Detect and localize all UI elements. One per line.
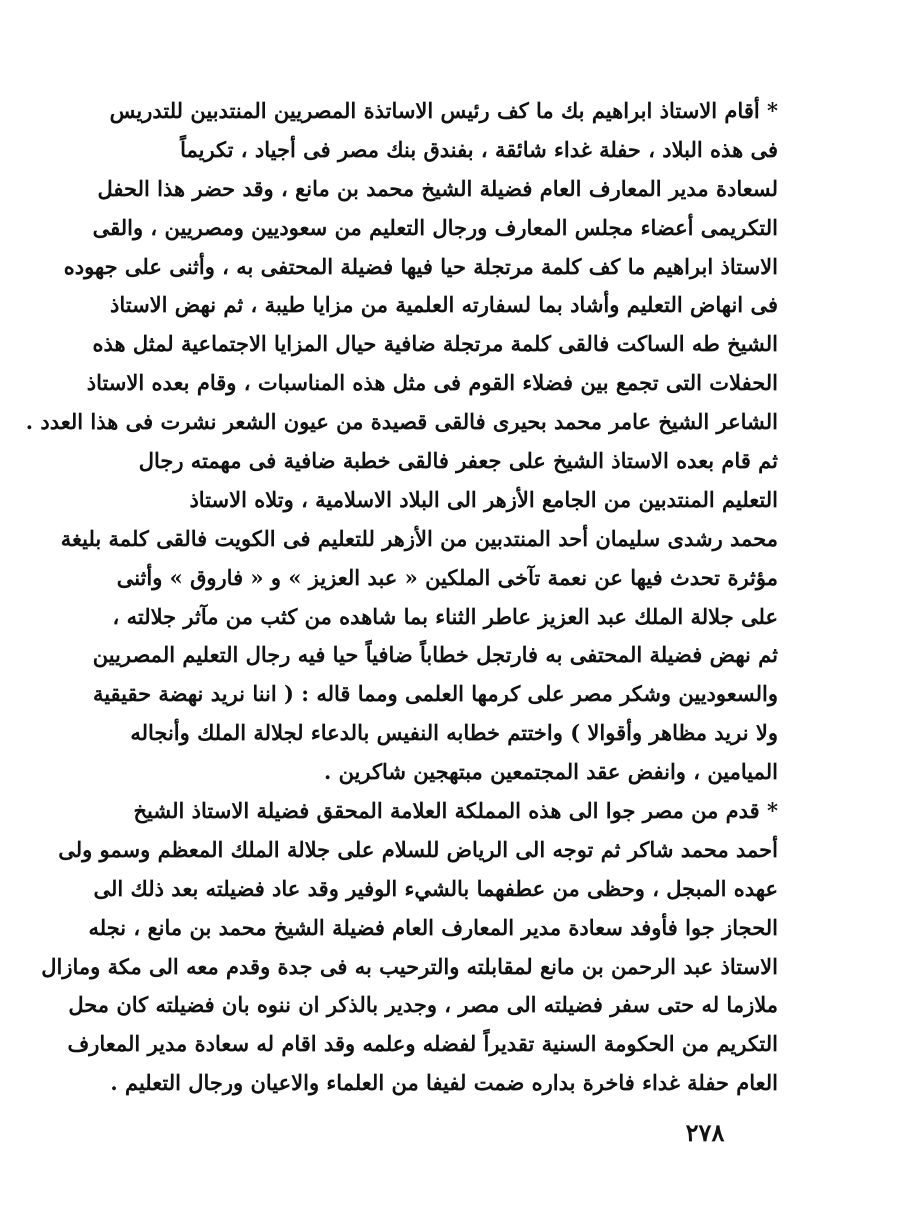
- text-line: التعليم المنتدبين من الجامع الأزهر الى البلاد الاسلامية ، وتلاه الاستاذ: [189, 486, 778, 512]
- page-number: ٢٧٨: [685, 1118, 725, 1147]
- arabic-text-body: [25, 92, 778, 1103]
- text-line: ملازما له حتى سفر فضيلته الى مصر ، وجدير بالذكر ان ننوه بان فضيلته كان محل: [68, 992, 778, 1018]
- text-line: الاستاذ ابراهيم ما كف كلمة مرتجلة حيا فيها فضيلة المحتفى به ، وأثنى على جهوده: [63, 253, 778, 279]
- text-line: مؤثرة تحدث فيها عن نعمة تآخى الملكين « عبد العزيز » و « فاروق » وأثنى: [116, 564, 778, 590]
- text-line: الشيخ طه الساكت فالقى كلمة مرتجلة ضافية حيال المزايا الاجتماعية لمثل هذه: [92, 331, 778, 357]
- text-line: على جلالة الملك عبد العزيز عاطر الثناء بما شاهده من كثب من مآثر جلالته ،: [112, 603, 778, 629]
- text-line: التكريمى أعضاء مجلس المعارف ورجال التعليم من سعوديين ومصريين ، والقى: [92, 214, 778, 240]
- text-line: محمد رشدى سليمان أحد المنتدبين من الأزهر للتعليم فى الكويت فالقى كلمة بليغة: [60, 525, 778, 551]
- text-line: ثم نهض فضيلة المحتفى به فارتجل خطاباً ضافياً حيا فيه رجال التعليم المصريين: [92, 642, 778, 668]
- text-line: * قدم من مصر جوا الى هذه المملكة العلامة المحقق فضيلة الاستاذ الشيخ: [133, 798, 778, 824]
- text-line: لسعادة مدير المعارف العام فضيلة الشيخ محمد بن مانع ، وقد حضر هذا الحفل: [97, 175, 778, 201]
- text-line: الحفلات التى تجمع بين فضلاء القوم فى مثل هذه المناسبات ، وقام بعده الاستاذ: [86, 370, 778, 396]
- text-line: العام حفلة غداء فاخرة بداره ضمت لفيفا من العلماء والاعيان ورجال التعليم .: [110, 1070, 778, 1096]
- text-line: فى انهاض التعليم وأشاد بما لسفارته العلمية من مزايا طيبة ، ثم نهض الاستاذ: [110, 292, 778, 318]
- text-line: الاستاذ عبد الرحمن بن مانع لمقابلته والترحيب به فى جدة وقدم معه الى مكة ومازال: [41, 953, 778, 979]
- text-line: ثم قام بعده الاستاذ الشيخ على جعفر فالقى خطبة ضافية فى مهمته رجال: [138, 448, 778, 474]
- text-line: أحمد محمد شاكر ثم توجه الى الرياض للسلام على جلالة الملك المعظم وسمو ولى: [58, 836, 778, 862]
- text-line: التكريم من الحكومة السنية تقديراً لفضله وعلمه وقد اقام له سعادة مدير المعارف: [67, 1031, 778, 1057]
- text-line: والسعوديين وشكر مصر على كرمها العلمى ومما قاله : ( اننا نريد نهضة حقيقية: [92, 681, 778, 707]
- text-line: الحجاز جوا فأوفد سعادة مدير المعارف العام فضيلة الشيخ محمد بن مانع ، نجله: [88, 914, 778, 940]
- text-line: الشاعر الشيخ عامر محمد بحيرى فالقى قصيدة من عيون الشعر نشرت فى هذا العدد .: [25, 409, 778, 435]
- text-line: الميامين ، وانفض عقد المجتمعين مبتهجين شاكرين .: [323, 759, 778, 785]
- text-line: عهده المبجل ، وحظى من عطفهما بالشيء الوفير وقد عاد فضيلته بعد ذلك الى: [93, 875, 778, 901]
- text-line: فى هذه البلاد ، حفلة غداء شائقة ، بفندق بنك مصر فى أجياد ، تكريماً: [180, 136, 778, 162]
- text-line: ولا نريد مظاهر وأقوالا ) واختتم خطابه النفيس بالدعاء لجلالة الملك وأنجاله: [130, 720, 778, 746]
- text-line: * أقام الاستاذ ابراهيم بك ما كف رئيس الاساتذة المصريين المنتدبين للتدريس: [109, 98, 778, 123]
